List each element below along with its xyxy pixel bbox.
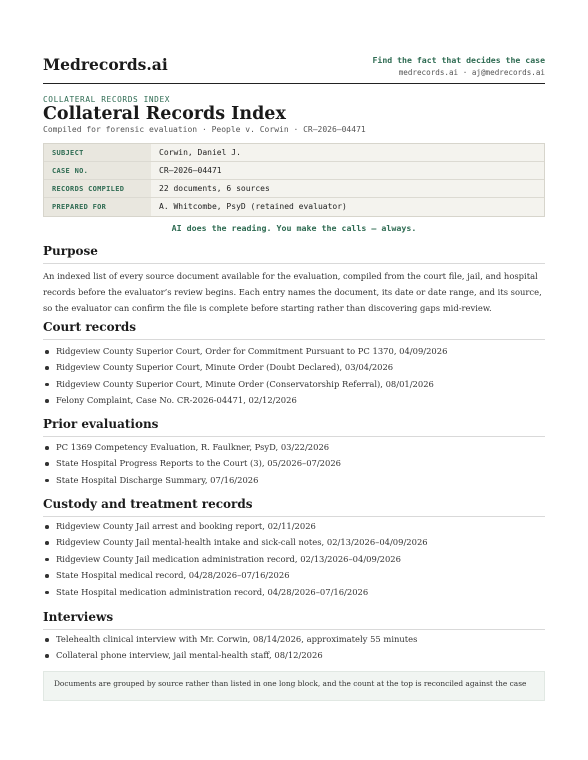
meta-row-records-compiled xyxy=(44,180,544,198)
callout-note: Documents are grouped by source rather than listed in one long block, and the count at the top is reconciled against the case xyxy=(43,671,545,701)
meta-row-case-no xyxy=(44,162,544,180)
meta-row-subject xyxy=(44,144,544,162)
letterhead xyxy=(43,48,545,84)
list-item: Ridgeview County Jail medication administration record, 02/13/2026–04/09/2026 xyxy=(43,551,545,567)
interviews-list xyxy=(43,631,545,664)
list-item: State Hospital medication administration record, 04/28/2026–07/16/2026 xyxy=(43,584,545,600)
motto: AI does the reading. You make the calls — always. xyxy=(171,223,417,233)
section-heading-interviews: Interviews xyxy=(43,610,545,630)
meta-label: PREPARED FOR xyxy=(44,198,151,216)
meta-value: Corwin, Daniel J. xyxy=(159,148,241,157)
meta-value: A. Whitcombe, PsyD (retained evaluator) xyxy=(159,202,347,211)
contact-line: medrecords.ai · aj@medrecords.ai xyxy=(398,68,545,77)
section-heading-court-records: Court records xyxy=(43,320,545,340)
meta-label: CASE NO. xyxy=(44,162,151,179)
custody-treatment-list xyxy=(43,518,545,600)
list-item: Telehealth clinical interview with Mr. Corwin, 08/14/2026, approximately 55 minutes xyxy=(43,631,545,647)
list-item: Ridgeview County Superior Court, Minute Order (Doubt Declared), 03/04/2026 xyxy=(43,359,545,375)
list-item: State Hospital Progress Reports to the Court (3), 05/2026–07/2026 xyxy=(43,455,545,471)
section-heading-custody-treatment: Custody and treatment records xyxy=(43,497,545,517)
meta-label: RECORDS COMPILED xyxy=(44,180,151,197)
purpose-paragraph: An indexed list of every source document available for the evaluation, compiled from the court file, jail, and hospital records before the evaluator’s review begins. Each entry names the document, its date or date range, and its source, so the evaluator can confirm the file is complete before starting rather than discovering gaps mid-review. xyxy=(43,271,542,313)
page-title: Collateral Records Index xyxy=(43,104,286,124)
section-heading-purpose: Purpose xyxy=(43,244,545,264)
brand-name: Medrecords.ai xyxy=(43,55,168,74)
list-item: Ridgeview County Jail arrest and booking report, 02/11/2026 xyxy=(43,518,545,534)
page-subtitle: Compiled for forensic evaluation · People v. Corwin · CR–2026–04471 xyxy=(43,125,366,134)
meta-value: CR–2026–04471 xyxy=(159,166,222,175)
tagline: Find the fact that decides the case xyxy=(372,55,545,65)
document-eyebrow: COLLATERAL RECORDS INDEX xyxy=(43,95,171,104)
list-item: Ridgeview County Jail mental-health intake and sick-call notes, 02/13/2026–04/09/2026 xyxy=(43,534,545,550)
list-item: PC 1369 Competency Evaluation, R. Faulkner, PsyD, 03/22/2026 xyxy=(43,439,545,455)
list-item: State Hospital Discharge Summary, 07/16/2026 xyxy=(43,472,545,488)
prior-evaluations-list xyxy=(43,439,545,488)
meta-label: SUBJECT xyxy=(44,144,151,161)
list-item: Ridgeview County Superior Court, Minute Order (Conservatorship Referral), 08/01/2026 xyxy=(43,376,545,392)
list-item: Collateral phone interview, jail mental-health staff, 08/12/2026 xyxy=(43,647,545,663)
section-heading-prior-evaluations: Prior evaluations xyxy=(43,417,545,437)
case-meta-table xyxy=(43,143,545,217)
meta-row-prepared-for xyxy=(44,198,544,216)
court-records-list xyxy=(43,343,545,409)
list-item: Felony Complaint, Case No. CR-2026-04471, 02/12/2026 xyxy=(43,392,545,408)
list-item: State Hospital medical record, 04/28/2026–07/16/2026 xyxy=(43,567,545,583)
meta-value: 22 documents, 6 sources xyxy=(159,184,270,193)
list-item: Ridgeview County Superior Court, Order for Commitment Pursuant to PC 1370, 04/09/2026 xyxy=(43,343,545,359)
